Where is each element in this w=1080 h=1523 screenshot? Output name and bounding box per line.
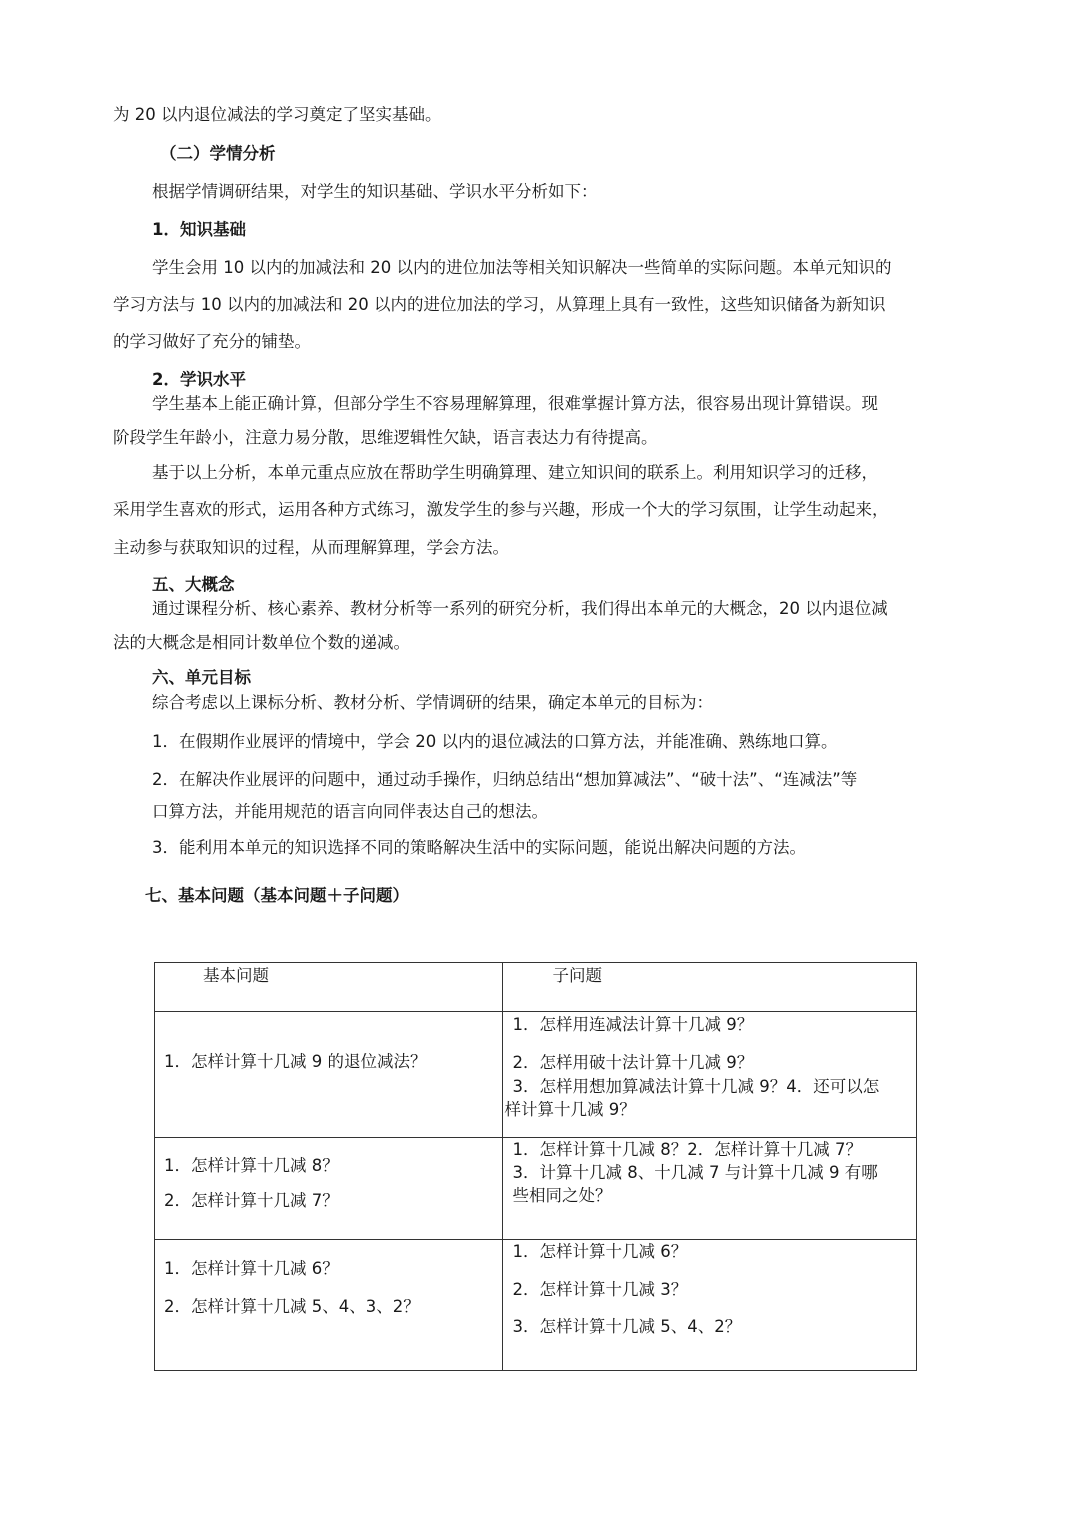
- basic-question-item: 1．怎样计算十几减 6？: [164, 1259, 339, 1278]
- paragraph-line: 主动参与获取知识的过程，从而理解算理，学会方法。: [113, 538, 509, 557]
- intro-tail: 为 20 以内退位减法的学习奠定了坚实基础。: [113, 105, 442, 124]
- basic-questions-table: [154, 962, 917, 1371]
- paragraph-line: 阶段学生年龄小，注意力易分散，思维逻辑性欠缺，语言表达力有待提高。: [113, 428, 658, 447]
- section-title-basic-questions: 七、基本问题（基本问题＋子问题）: [145, 886, 409, 905]
- table-header-cell: [502, 963, 916, 1012]
- paragraph-line: 法的大概念是相同计数单位个数的递减。: [113, 633, 410, 652]
- learning-analysis-lead: 根据学情调研结果，对学生的知识基础、学识水平分析如下：: [152, 182, 598, 201]
- goal-item: 2．在解决作业展评的问题中，通过动手操作，归纳总结出“想加算减法”、“破十法”、“连减法”等: [152, 770, 858, 789]
- header-basic-question: 基本问题: [203, 966, 269, 985]
- table-header-row: [155, 963, 917, 1012]
- sub-question-item: 1．怎样计算十几减 6？: [512, 1242, 688, 1261]
- basic-question-item: 1．怎样计算十几减 8？: [164, 1156, 339, 1175]
- goal-item-continued: 口算方法，并能用规范的语言向同伴表达自己的想法。: [152, 802, 548, 821]
- sub-question-item: 3．怎样计算十几减 5、4、2？: [512, 1317, 742, 1336]
- table-row: [155, 1012, 917, 1138]
- basic-question-item: 2．怎样计算十几减 7？: [164, 1191, 339, 1210]
- table-cell-sub: [502, 1240, 916, 1371]
- table-cell-basic: [155, 1240, 503, 1371]
- unit-goals-lead: 综合考虑以上课标分析、教材分析、学情调研的结果，确定本单元的目标为：: [152, 693, 713, 712]
- sub-question-item: 2．怎样用破十法计算十几减 9？: [512, 1053, 754, 1072]
- sub-question-item-continued: 些相同之处？: [512, 1186, 612, 1205]
- paragraph-line: 通过课程分析、核心素养、教材分析等一系列的研究分析，我们得出本单元的大概念，20 以内退位减: [152, 599, 888, 618]
- sub-question-item: 1．怎样计算十几减 8？2．怎样计算十几减 7？: [512, 1140, 863, 1159]
- basic-question-item: 1．怎样计算十几减 9 的退位减法？: [164, 1052, 427, 1071]
- table-cell-basic: [155, 1138, 503, 1240]
- table-cell-basic: [155, 1012, 503, 1138]
- sub-question-item: 3．计算十几减 8、十几减 7 与计算十几减 9 有哪: [512, 1163, 878, 1182]
- paragraph-line: 基于以上分析，本单元重点应放在帮助学生明确算理、建立知识间的联系上。利用知识学习的迁移，: [152, 463, 878, 482]
- section-title-unit-goals: 六、单元目标: [152, 668, 251, 687]
- paragraph-line: 采用学生喜欢的形式，运用各种方式练习，激发学生的参与兴趣，形成一个大的学习氛围，让学生动起来，: [113, 500, 889, 519]
- goal-item: 3．能利用本单元的知识选择不同的策略解决生活中的实际问题，能说出解决问题的方法。: [152, 838, 806, 857]
- sub-question-item: 1．怎样用连减法计算十几减 9？: [512, 1015, 754, 1034]
- table-cell-sub: [502, 1012, 916, 1138]
- section-title-big-concept: 五、大概念: [152, 575, 235, 594]
- header-sub-question: 子问题: [552, 966, 603, 985]
- subsection-title-knowledge-base: 1．知识基础: [152, 220, 246, 239]
- basic-question-item: 2．怎样计算十几减 5、4、3、2？: [164, 1297, 420, 1316]
- table-row: [155, 1240, 917, 1371]
- paragraph-line: 学生基本上能正确计算，但部分学生不容易理解算理，很难掌握计算方法，很容易出现计算错误。现: [152, 394, 878, 413]
- sub-question-item-continued: 样计算十几减 9？: [504, 1100, 636, 1119]
- subsection-title-ability-level: 2．学识水平: [152, 370, 246, 389]
- paragraph-line: 的学习做好了充分的铺垫。: [113, 332, 311, 351]
- sub-question-item: 3．怎样用想加算减法计算十几减 9？4．还可以怎: [512, 1077, 880, 1096]
- paragraph-line: 学习方法与 10 以内的加减法和 20 以内的进位加法的学习，从算理上具有一致性，这些知识储备为新知识: [113, 295, 886, 314]
- section-title-learning-analysis: （二）学情分析: [160, 144, 276, 163]
- table-row: [155, 1138, 917, 1240]
- goal-item: 1．在假期作业展评的情境中，学会 20 以内的退位减法的口算方法，并能准确、熟练地口算。: [152, 732, 838, 751]
- paragraph-line: 学生会用 10 以内的加减法和 20 以内的进位加法等相关知识解决一些简单的实际问题。本单元知识的: [152, 258, 892, 277]
- table-header-cell: [155, 963, 503, 1012]
- sub-question-item: 2．怎样计算十几减 3？: [512, 1280, 688, 1299]
- table-cell-sub: [502, 1138, 916, 1240]
